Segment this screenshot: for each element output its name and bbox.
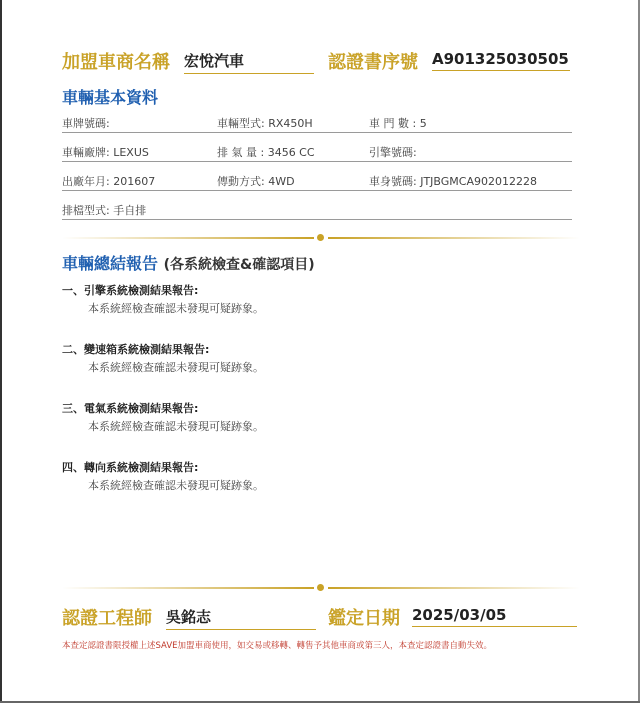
certificate-number-value: A901325030505	[432, 50, 570, 71]
report-item	[62, 282, 264, 316]
report-item-title: 二、變速箱系統檢測結果報告:	[62, 343, 210, 356]
info-row	[62, 112, 572, 133]
door-count: 車 門 數 : 5	[369, 117, 427, 130]
basic-info-title: 車輛基本資料	[62, 88, 159, 107]
validity-notice: 本查定認證書限授權上述SAVE加盟車商使用，如交易或移轉、轉售予其他車商或第三人，本查定認證書自動失效。	[62, 641, 493, 651]
report-item-body: 本系統經檢查確認未發現可疑跡象。	[88, 420, 264, 433]
engine-displacement: 排 氣 量 : 3456 CC	[217, 146, 315, 159]
vehicle-make: 車輛廠牌: LEXUS	[62, 146, 149, 159]
vehicle-model: 車輛型式: RX450H	[217, 117, 313, 130]
info-row	[62, 170, 572, 191]
report-item-body: 本系統經檢查確認未發現可疑跡象。	[88, 361, 264, 374]
certificate-number-label: 認證書序號	[328, 52, 418, 73]
report-item-title: 四、轉向系統檢測結果報告:	[62, 461, 199, 474]
page-border-left	[0, 0, 2, 703]
vin-number: 車身號碼: JTJBGMCA902012228	[369, 175, 537, 188]
info-row	[62, 199, 572, 220]
divider-dot	[317, 584, 324, 591]
dealer-name-value: 宏悅汽車	[184, 50, 314, 74]
section-divider	[62, 584, 580, 592]
report-item-body: 本系統經檢查確認未發現可疑跡象。	[88, 479, 264, 492]
appraisal-date-label: 鑑定日期	[328, 608, 400, 629]
manufacture-date: 出廠年月: 201607	[62, 175, 156, 188]
transmission-type: 排檔型式: 手自排	[62, 204, 147, 217]
engineer-name: 吳銘志	[166, 606, 316, 630]
section-divider	[62, 234, 580, 242]
certificate-header	[62, 48, 582, 74]
summary-title-text: 車輛總結報告	[62, 254, 159, 273]
report-item-body: 本系統經檢查確認未發現可疑跡象。	[88, 302, 264, 315]
plate-number: 車牌號碼:	[62, 117, 110, 130]
divider-dot	[317, 234, 324, 241]
appraisal-date-value: 2025/03/05	[412, 606, 577, 627]
summary-title	[62, 251, 315, 274]
drive-type: 傳動方式: 4WD	[217, 175, 295, 188]
info-row	[62, 141, 572, 162]
summary-subtitle: (各系統檢查&確認項目)	[163, 257, 315, 273]
report-item	[62, 400, 264, 434]
report-item	[62, 459, 264, 493]
report-item-title: 一、引擎系統檢測結果報告:	[62, 284, 199, 297]
dealer-name-label: 加盟車商名稱	[62, 52, 170, 73]
report-item-title: 三、電氣系統檢測結果報告:	[62, 402, 199, 415]
engineer-label: 認證工程師	[62, 608, 152, 629]
engine-number: 引擎號碼:	[369, 146, 417, 159]
report-item	[62, 341, 264, 375]
